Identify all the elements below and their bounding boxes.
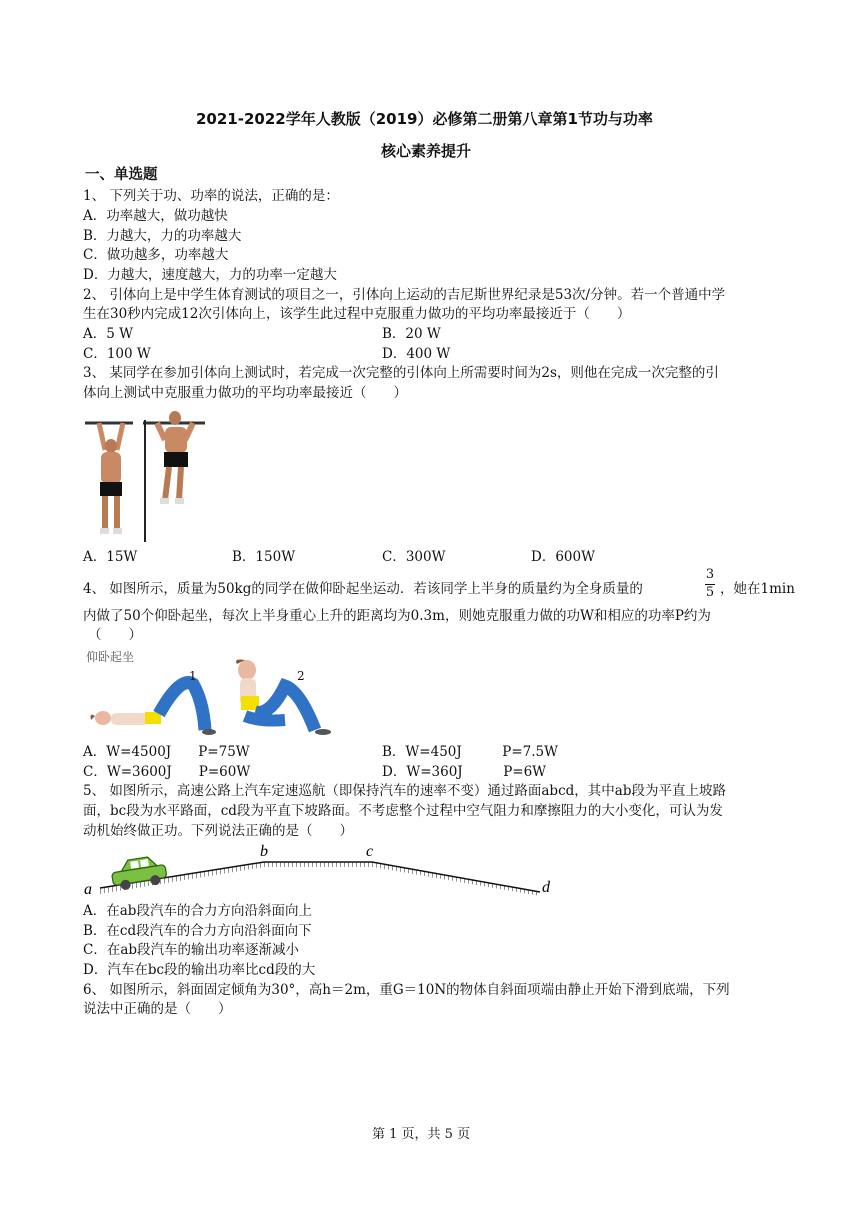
q2-option-c: C．100 W — [83, 346, 151, 362]
q4-stem-line2: 内做了50个仰卧起坐，每次上半身重心上升的距离均为0.3m，则她克服重力做的功W和相应的功率P约为 — [83, 608, 711, 624]
q5-option-a: A．在ab段汽车的合力方向沿斜面向上 — [83, 903, 312, 919]
page-title: 2021-2022学年人教版（2019）必修第二册第八章第1节功与功率 — [196, 110, 653, 128]
q2-option-d: D．400 W — [382, 346, 451, 362]
road-point-b: b — [260, 843, 268, 860]
q4-stem-line1a: 4、 如图所示，质量为50kg的同学在做仰卧起坐运动．若该同学上半身的质量约为全身质量的 — [83, 581, 643, 597]
q4-option-c: C．W=3600J P=60W — [83, 764, 251, 780]
q4-fraction-denominator: 5 — [705, 585, 715, 600]
q4-stem-line1b: ，她在1min — [720, 581, 795, 597]
q5-stem-line3: 动机始终做正功。下列说法正确的是（ ） — [83, 823, 353, 839]
section-heading: 一、单选题 — [85, 167, 158, 183]
q5-stem-line1: 5、 如图所示，高速公路上汽车定速巡航（即保持汽车的速率不变）通过路面abcd，其中ab段为平直上坡路 — [83, 783, 726, 799]
situp-label-2: 2 — [297, 669, 305, 683]
q3-option-b: B．150W — [232, 549, 296, 565]
pullup-figure — [85, 410, 210, 545]
q5-stem-line2: 面，bc段为水平路面，cd段为平直下坡路面。不考虑整个过程中空气阻力和摩擦阻力的大小变化，可认为发 — [83, 803, 723, 819]
q3-stem-line1: 3、 某同学在参加引体向上测试时，若完成一次完整的引体向上所需要时间为2s，则他在完成一次完整的引 — [83, 365, 719, 381]
q1-option-d: D．力越大，速度越大，力的功率一定越大 — [83, 267, 337, 283]
road-figure — [80, 840, 560, 902]
q2-option-a: A．5 W — [83, 326, 134, 342]
q3-option-d: D．600W — [531, 549, 595, 565]
q4-figure-caption: 仰卧起坐 — [86, 650, 135, 664]
q1-option-c: C．做功越多，功率越大 — [83, 247, 229, 263]
road-point-c: c — [366, 843, 374, 860]
q4-fraction-numerator: 3 — [705, 567, 715, 582]
page-footer: 第 1 页，共 5 页 — [372, 1127, 471, 1142]
q4-stem-line3: （ ） — [88, 627, 142, 643]
q3-stem-line2: 体向上测试中克服重力做功的平均功率最接近（ ） — [83, 385, 407, 401]
q2-stem-line2: 生在30秒内完成12次引体向上，该学生此过程中克服重力做功的平均功率最接近于（ ） — [83, 306, 631, 322]
q6-stem-line1: 6、 如图所示，斜面固定倾角为30°，高h＝2m，重G＝10N的物体自斜面项端由静止开始下滑到底端，下列 — [83, 982, 730, 998]
q5-option-b: B．在cd段汽车的合力方向沿斜面向下 — [83, 923, 312, 939]
road-point-d: d — [542, 879, 550, 896]
q1-option-b: B．力越大，力的功率越大 — [83, 228, 242, 244]
road-point-a: a — [84, 881, 92, 898]
q5-option-c: C．在ab段汽车的输出功率逐渐减小 — [83, 942, 300, 958]
q2-stem-line1: 2、 引体向上是中学生体育测试的项目之一，引体向上运动的吉尼斯世界纪录是53次/分钟。若一个普通中学 — [83, 287, 726, 303]
q6-stem-line2: 说法中正确的是（ ） — [83, 1001, 232, 1017]
q5-option-d: D．汽车在bc段的输出功率比cd段的大 — [83, 962, 316, 978]
situp-figure — [85, 656, 355, 740]
q2-option-b: B．20 W — [382, 326, 441, 342]
situp-label-1: 1 — [189, 669, 197, 683]
q1-stem: 1、 下列关于功、功率的说法，正确的是： — [83, 188, 339, 204]
q3-option-a: A．15W — [83, 549, 138, 565]
q1-option-a: A．功率越大，做功越快 — [83, 208, 228, 224]
page-subtitle: 核心素养提升 — [381, 142, 472, 160]
q4-option-a: A．W=4500J P=75W — [83, 744, 250, 760]
q3-option-c: C．300W — [382, 549, 446, 565]
q4-option-b: B．W=450J P=7.5W — [382, 744, 559, 760]
q4-option-d: D．W=360J P=6W — [382, 764, 547, 780]
